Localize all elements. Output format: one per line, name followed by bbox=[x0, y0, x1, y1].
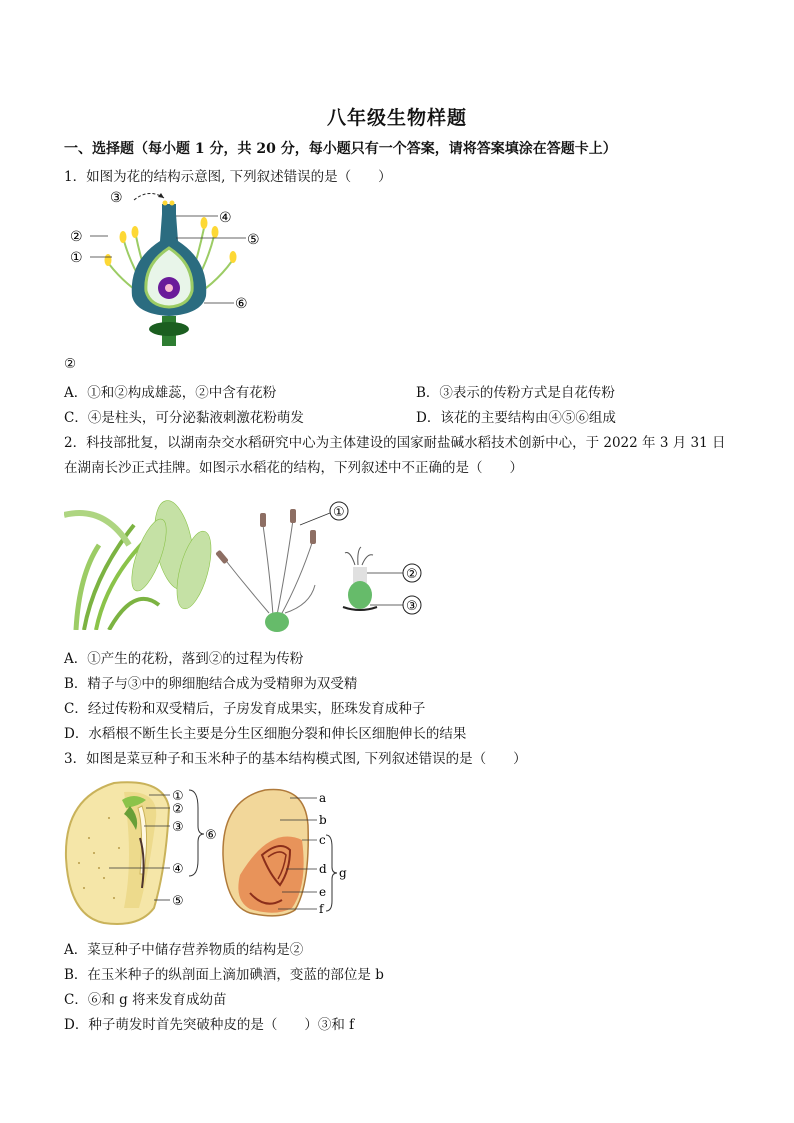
rice-flower-base bbox=[265, 612, 289, 632]
rice-label-1: ① bbox=[333, 505, 345, 520]
q3-option-a: A．菜豆种子中储存营养物质的结构是② bbox=[64, 942, 304, 958]
bean-seed-diagram bbox=[64, 778, 224, 928]
bean-label-5: ⑤ bbox=[172, 894, 184, 909]
stigma bbox=[162, 204, 176, 214]
corn-label-c: c bbox=[319, 833, 326, 847]
corn-seed-diagram bbox=[220, 785, 360, 920]
anther bbox=[132, 226, 139, 238]
rice-flower-diagram bbox=[215, 495, 430, 635]
anther bbox=[212, 226, 219, 238]
rice-label-3: ③ bbox=[406, 599, 418, 614]
q2-option-c: C．经过传粉和双受精后，子房发育成果实，胚珠发育成种子 bbox=[64, 701, 426, 717]
q2-option-b: B．精子与③中的卵细胞结合成为受精卵为双受精 bbox=[64, 676, 358, 692]
q2-stem-line1: 2．科技部批复，以湖南杂交水稻研究中心为主体建设的国家耐盐碱水稻技术创新中心，于 2022 年 3 月 31 日 bbox=[64, 435, 726, 451]
q3-option-d: D．种子萌发时首先突破种皮的是（ ）③和 f bbox=[64, 1017, 355, 1033]
anther bbox=[105, 254, 112, 266]
q1-option-a: A．①和②构成雄蕊，②中含有花粉 bbox=[64, 385, 277, 401]
bean-label-4: ④ bbox=[172, 862, 184, 877]
rice-pistil bbox=[343, 547, 377, 610]
corn-label-a: a bbox=[319, 791, 327, 805]
anther bbox=[230, 251, 237, 263]
flower-structure-diagram bbox=[64, 186, 279, 351]
q1-option-c: C．④是柱头，可分泌黏液刺激花粉萌发 bbox=[64, 410, 304, 426]
corn-label-e: e bbox=[319, 885, 327, 899]
q1-stray-mark: ② bbox=[64, 356, 77, 372]
q3-stem: 3．如图是菜豆种子和玉米种子的基本结构模式图, 下列叙述错误的是（ ） bbox=[64, 751, 527, 767]
bean-label-3: ③ bbox=[172, 820, 184, 835]
q1-option-b: B．③表示的传粉方式是自花传粉 bbox=[416, 385, 615, 401]
q2-option-a: A．①产生的花粉，落到②的过程为传粉 bbox=[64, 651, 304, 667]
q1-option-d: D．该花的主要结构由④⑤⑥组成 bbox=[416, 410, 616, 426]
bean-label-1: ① bbox=[172, 789, 184, 804]
flower-label-3: ③ bbox=[110, 190, 123, 206]
rice-label-2: ② bbox=[406, 567, 418, 582]
anther bbox=[120, 231, 127, 243]
q1-stem: 1．如图为花的结构示意图, 下列叙述错误的是（ ） bbox=[64, 169, 392, 185]
bean-label-2: ② bbox=[172, 802, 184, 817]
receptacle bbox=[149, 322, 189, 336]
corn-label-g: g bbox=[339, 866, 347, 880]
q3-option-b: B．在玉米种子的纵剖面上滴加碘酒，变蓝的部位是 b bbox=[64, 967, 384, 983]
q3-option-c: C．⑥和 g 将来发育成幼苗 bbox=[64, 992, 227, 1008]
flower-label-5: ⑤ bbox=[247, 232, 260, 248]
corn-label-b: b bbox=[319, 813, 327, 827]
bean-label-6: ⑥ bbox=[205, 828, 217, 843]
flower-label-6: ⑥ bbox=[235, 296, 248, 312]
corn-label-d: d bbox=[319, 862, 327, 876]
flower-label-2: ② bbox=[70, 229, 83, 245]
section-heading: 一、选择题（每小题 1 分，共 20 分，每小题只有一个答案，请将答案填涂在答题卡上） bbox=[64, 141, 617, 157]
flower-label-4: ④ bbox=[219, 210, 232, 226]
exam-title: 八年级生物样题 bbox=[326, 107, 467, 129]
corn-label-f: f bbox=[319, 902, 324, 916]
q2-stem-line2: 在湖南长沙正式挂牌。如图示水稻花的结构，下列叙述中不正确的是（ ） bbox=[64, 460, 523, 476]
anther bbox=[201, 217, 208, 229]
rice-plant-illustration bbox=[64, 485, 214, 630]
flower-label-1: ① bbox=[70, 250, 83, 266]
q2-option-d: D．水稻根不断生长主要是分生区细胞分裂和伸长区细胞伸长的结果 bbox=[64, 726, 467, 742]
